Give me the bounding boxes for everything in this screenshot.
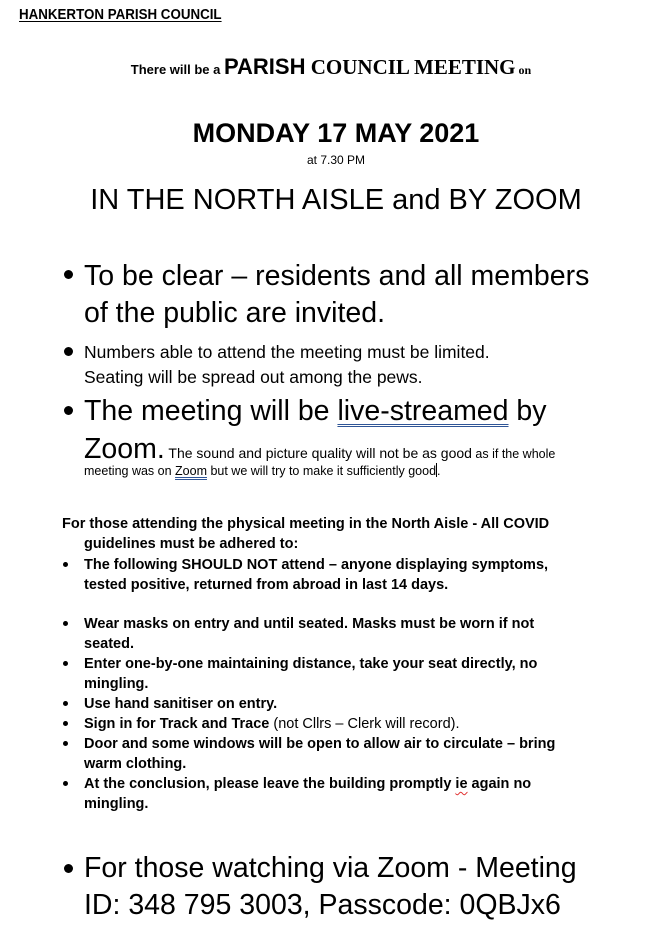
zoom-info — [84, 850, 577, 924]
announcement-suffix: on — [515, 63, 532, 77]
live-streamed-link[interactable]: live-streamed — [337, 395, 509, 427]
line3-post: but we will try to make it sufficiently good — [206, 464, 437, 478]
bullet-icon — [64, 864, 73, 873]
livestream-line-3 — [84, 463, 441, 478]
numbers-line-1: Numbers able to attend the meeting must be limited. — [84, 342, 490, 362]
bullet-icon — [63, 741, 68, 746]
quality-text: The sound and picture quality will not be as good — [164, 445, 472, 461]
covid-item-line: mingling. — [84, 796, 149, 812]
invite-line-1: To be clear – residents and all members — [84, 260, 590, 292]
bullet-icon — [63, 562, 68, 567]
zoom-info-line-2: ID: 348 795 3003, Passcode: 0QBJx6 — [84, 889, 561, 921]
line3-end: . — [437, 464, 441, 478]
bullet-icon — [64, 270, 73, 279]
covid-item-line: Door and some windows will be open to allow air to circulate – bring — [84, 736, 556, 752]
numbers-line-2: Seating will be spread out among the pews. — [84, 367, 423, 387]
covid-item-line: Wear masks on entry and until seated. Masks must be worn if not — [84, 616, 535, 632]
covid-item-pre: At the conclusion, please leave the building promptly — [84, 776, 456, 792]
bullet-icon — [64, 347, 73, 356]
zoom-word: Zoom. — [84, 433, 165, 465]
covid-item-line: tested positive, returned from abroad in last 14 days. — [84, 577, 449, 593]
covid-item-bold: Sign in for Track and Trace — [84, 716, 270, 732]
covid-item — [84, 614, 534, 654]
covid-item — [84, 774, 531, 814]
numbers-point — [84, 340, 490, 390]
bullet-icon — [63, 781, 68, 786]
zoom-info-line-1: For those watching via Zoom - Meeting — [84, 852, 577, 884]
covid-intro — [62, 514, 549, 554]
livestream-point — [84, 392, 555, 473]
covid-item — [84, 555, 548, 595]
bullet-icon — [63, 661, 68, 666]
covid-item — [84, 654, 537, 694]
covid-item-line: The following SHOULD NOT attend – anyone displaying symptoms, — [84, 557, 549, 573]
invite-line-2: of the public are invited. — [84, 297, 386, 329]
covid-item-line: Enter one-by-one maintaining distance, take your seat directly, no — [84, 656, 538, 672]
covid-item-post: again no — [467, 776, 532, 792]
covid-item-line: Use hand sanitiser on entry. — [84, 696, 278, 712]
bullet-icon — [64, 406, 73, 415]
livestream-pre: The meeting will be — [84, 395, 338, 427]
meeting-date: MONDAY 17 MAY 2021 — [192, 118, 480, 148]
livestream-line-1 — [84, 392, 555, 430]
covid-intro-line-1: For those attending the physical meeting in the North Aisle - All COVID — [62, 516, 550, 532]
zoom-link[interactable]: Zoom — [175, 464, 207, 478]
covid-item — [84, 714, 460, 734]
covid-intro-line-2: guidelines must be adhered to: — [84, 536, 299, 552]
covid-item-line: mingling. — [84, 676, 149, 692]
announcement-parish: PARISH — [223, 54, 306, 79]
livestream-post: by — [508, 395, 547, 427]
quality-tail: as if the whole — [471, 447, 556, 461]
covid-item-normal: (not Cllrs – Clerk will record). — [269, 716, 460, 732]
announcement-prefix: There will be a — [130, 62, 224, 77]
misspelled-word[interactable]: ie — [455, 776, 468, 792]
bullet-icon — [63, 621, 68, 626]
covid-item-line: seated. — [84, 636, 134, 652]
covid-item — [84, 734, 555, 774]
bullet-icon — [63, 721, 68, 726]
invite-point — [84, 258, 589, 332]
announcement-line — [0, 56, 662, 78]
line3-pre: meeting was on — [84, 464, 176, 478]
meeting-location: IN THE NORTH AISLE and BY ZOOM — [90, 184, 582, 216]
meeting-time: at 7.30 PM — [306, 153, 366, 167]
covid-item-line: warm clothing. — [84, 756, 187, 772]
announcement-council-meeting: COUNCIL MEETING — [305, 55, 516, 79]
bullet-icon — [63, 701, 68, 706]
council-name: HANKERTON PARISH COUNCIL — [19, 7, 222, 23]
covid-item — [84, 694, 277, 714]
